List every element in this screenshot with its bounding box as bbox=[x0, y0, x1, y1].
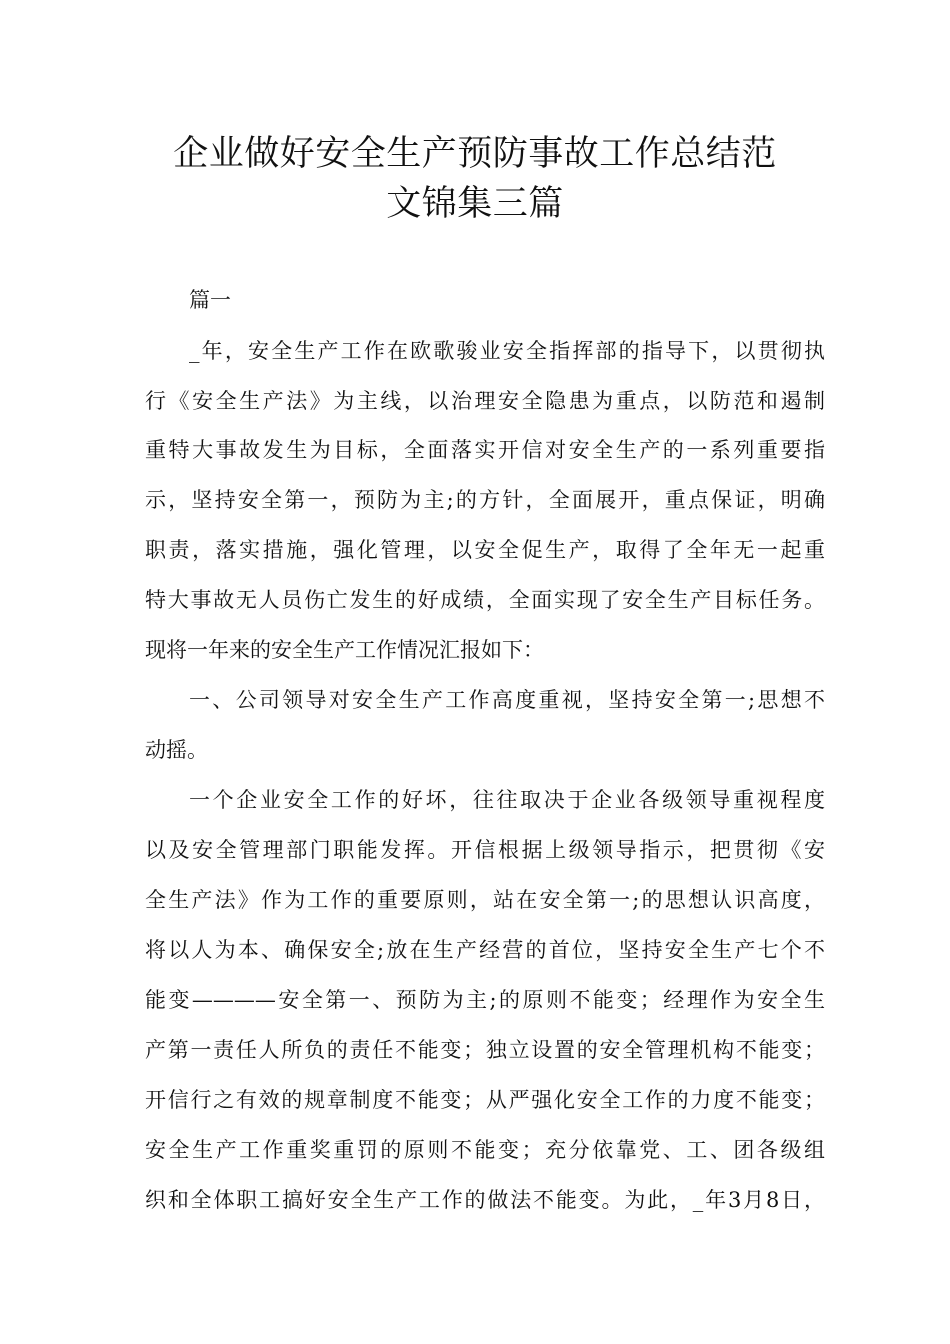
body-line: 安全生产工作重奖重罚的原则不能变；充分依靠党、工、团各级组 bbox=[145, 1138, 825, 1162]
document-title-line-1: 企业做好安全生产预防事故工作总结范 bbox=[173, 134, 777, 174]
body-line: 全生产法》作为工作的重要原则，站在安全第一;的思想认识高度， bbox=[145, 888, 825, 912]
body-line: 能变————安全第一、预防为主;的原则不能变；经理作为安全生 bbox=[145, 988, 825, 1012]
body-line: 职责，落实措施，强化管理，以安全促生产，取得了全年无一起重 bbox=[145, 538, 825, 562]
body-line: _年，安全生产工作在欧歌骏业安全指挥部的指导下，以贯彻执 bbox=[189, 339, 825, 363]
body-line: 一个企业安全工作的好坏，往往取决于企业各级领导重视程度 bbox=[189, 788, 825, 812]
body-line: 动摇。 bbox=[145, 738, 208, 762]
body-line: 将以人为本、确保安全;放在生产经营的首位，坚持安全生产七个不 bbox=[145, 938, 825, 962]
body-line: 产第一责任人所负的责任不能变；独立设置的安全管理机构不能变； bbox=[145, 1038, 825, 1062]
body-line: 行《安全生产法》为主线，以治理安全隐患为重点，以防范和遏制 bbox=[145, 389, 825, 413]
document-title-line-2: 文锦集三篇 bbox=[386, 184, 564, 224]
body-line: 以及安全管理部门职能发挥。开信根据上级领导指示，把贯彻《安 bbox=[145, 838, 825, 862]
body-line: 现将一年来的安全生产工作情况汇报如下： bbox=[145, 638, 544, 662]
body-line: 示，坚持安全第一，预防为主;的方针，全面展开，重点保证，明确 bbox=[145, 488, 825, 512]
body-line: 特大事故无人员伤亡发生的好成绩，全面实现了安全生产目标任务。 bbox=[145, 588, 825, 612]
body-line: 重特大事故发生为目标，全面落实开信对安全生产的一系列重要指 bbox=[145, 438, 825, 462]
body-line: 织和全体职工搞好安全生产工作的做法不能变。为此，_年3月8日， bbox=[145, 1188, 825, 1212]
section-heading: 篇一 bbox=[189, 288, 231, 312]
body-line: 一、公司领导对安全生产工作高度重视，坚持安全第一;思想不 bbox=[189, 688, 825, 712]
body-line: 开信行之有效的规章制度不能变；从严强化安全工作的力度不能变； bbox=[145, 1088, 825, 1112]
